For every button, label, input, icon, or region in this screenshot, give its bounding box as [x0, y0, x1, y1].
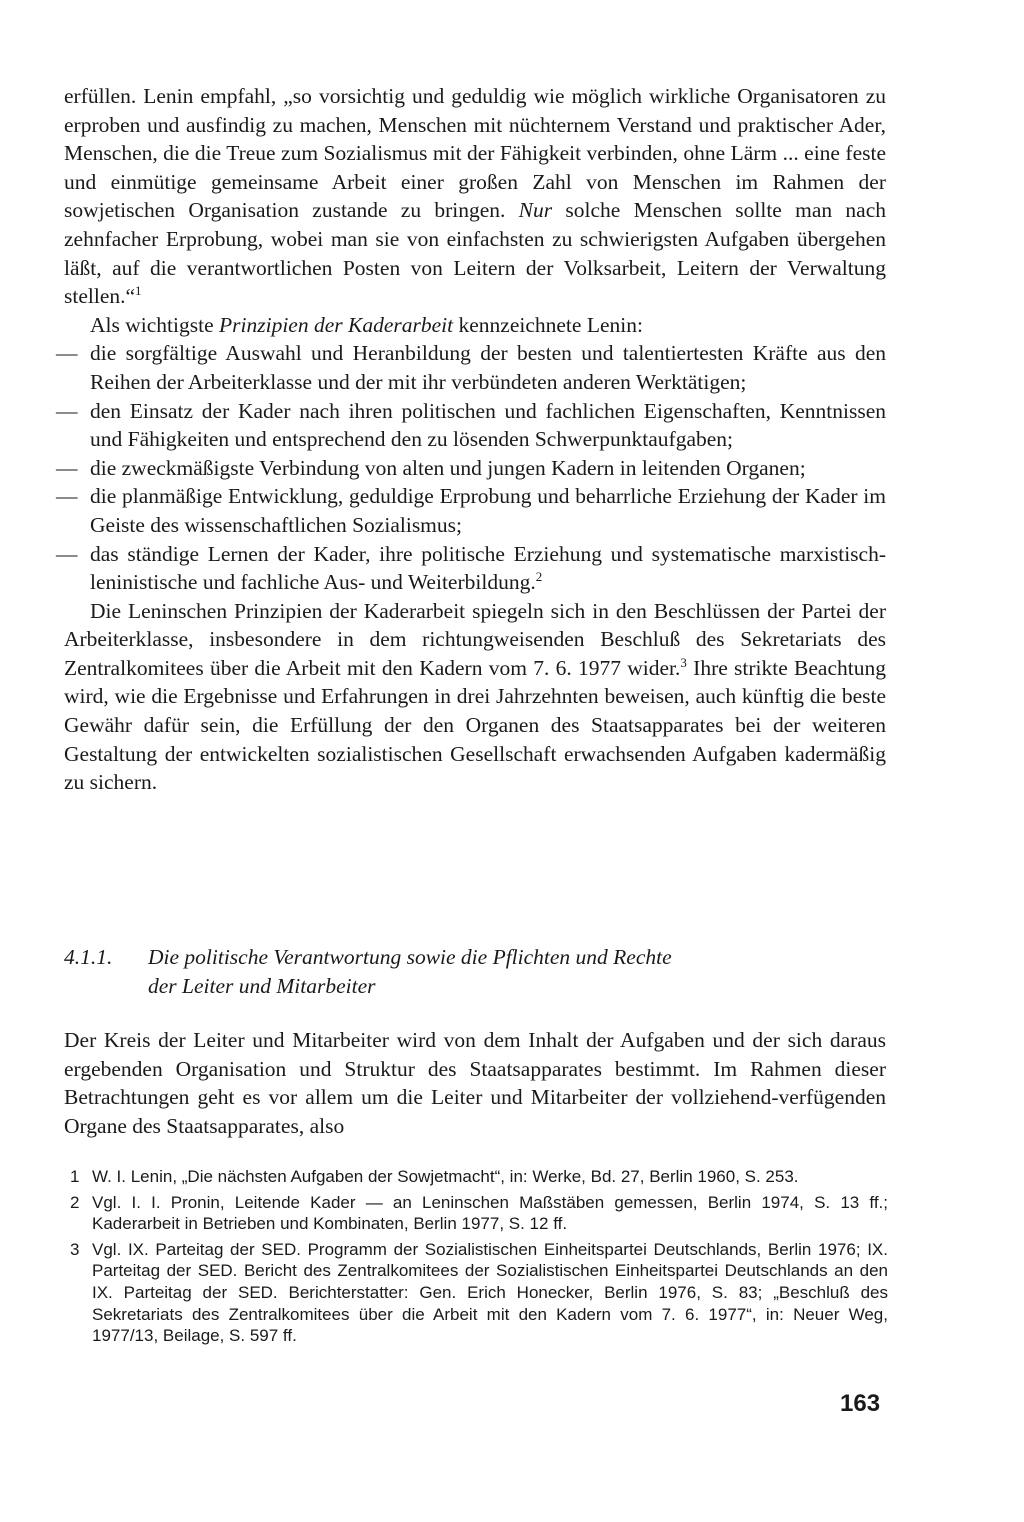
paragraph-text-continued: Ihre strikte Beachtung wird, wie die Ergebnisse und Erfahrungen in drei Jahrzehnten beweisen, auch künftig die beste Gewähr dafür sein, die Erfüllung der den Organen des Staatsapparates bei der weiteren Gestaltung der entwickelten sozialistischen Gesellschaft erwachsenden Aufgaben kadermäßig zu sichern.	[64, 655, 886, 795]
list-item	[56, 454, 886, 483]
list-item-text: die sorgfältige Auswahl und Heranbildung der besten und talentiertesten Kräfte aus den Reihen der Arbeiterklasse und der mit ihr verbündeten anderen Werktätigen;	[90, 341, 886, 394]
footnote-ref: 1	[135, 283, 142, 298]
intro-text: Als wichtigste	[90, 312, 219, 337]
section-heading	[64, 943, 886, 1001]
section-title-line-1: Die politische Verantwortung sowie die Pflichten und Rechte	[148, 945, 672, 969]
emphasis-text: Nur	[518, 198, 553, 223]
footnote-number: 3	[70, 1239, 80, 1259]
footnotes	[70, 1166, 888, 1351]
footnote-number: 1	[70, 1167, 80, 1186]
list-item	[56, 339, 886, 396]
dash-bullet: —	[56, 484, 78, 509]
list-item	[56, 540, 886, 597]
dash-bullet: —	[56, 455, 78, 480]
footnote	[70, 1239, 888, 1347]
section-title-line-2: der Leiter und Mitarbeiter	[148, 974, 376, 998]
principles-intro	[64, 311, 886, 340]
list-item	[56, 482, 886, 539]
list-item	[56, 397, 886, 454]
principles-list	[56, 339, 886, 596]
emphasis-text: Prinzipien der Kaderarbeit	[219, 312, 454, 337]
section-number: 4.1.1.	[64, 945, 113, 969]
paragraph-lenin-quote	[64, 82, 886, 311]
main-text	[56, 82, 886, 797]
dash-bullet: —	[56, 341, 78, 366]
list-item-text: das ständige Lernen der Kader, ihre politische Erziehung und systematische marxistisch-leninistische und fachliche Aus- und Weiterbildung.	[90, 541, 886, 595]
dash-bullet: —	[56, 541, 78, 566]
list-item-text: die zweckmäßigste Verbindung von alten und jungen Kadern in leitenden Organen;	[90, 455, 806, 480]
quote-text: erfüllen. Lenin empfahl, „so vorsichtig und geduldig wie möglich wirkliche Organisatoren zu erproben und ausfindig zu machen, Menschen mit nüchternem Verstand und praktischer Ader, Menschen, die die Treue zum Sozialismus mit der Fähigkeit verbinden, ohne Lärm ... eine feste und einmütige gemeinsame Arbeit einer großen Zahl von Menschen im Rahmen der sowjetischen Organisation zustande zu bringen.	[64, 84, 886, 223]
footnote	[70, 1166, 888, 1188]
footnote-number: 2	[70, 1192, 80, 1212]
list-item-text: den Einsatz der Kader nach ihren politischen und fachlichen Eigenschaften, Kenntnissen und Fähigkeiten und entsprechend den zu lösenden Schwerpunktaufgaben;	[90, 398, 886, 452]
footnote	[70, 1192, 888, 1235]
footnote-text: W. I. Lenin, „Die nächsten Aufgaben der Sowjetmacht“, in: Werke, Bd. 27, Berlin 1960, S. 253.	[92, 1167, 799, 1186]
page-number: 163	[840, 1390, 881, 1417]
dash-bullet: —	[56, 398, 78, 423]
footnote-ref: 3	[680, 654, 687, 670]
intro-text-end: kennzeichnete Lenin:	[453, 312, 643, 337]
footnote-text: Vgl. IX. Parteitag der SED. Programm der Sozialistischen Einheitspartei Deutschlands, Berlin 1976; IX. Parteitag der SED. Bericht des Zentralkomitees der Sozialistischen Einheitspartei Deutschlands an den IX. Parteitag der SED. Berichterstatter: Gen. Erich Honecker, Berlin 1976, S. 83; „Beschluß des Sekretariats des Zentralkomitees über die Arbeit mit den Kadern vom 7. 6. 1977“, in: Neuer Weg, 1977/13, Beilage, S. 597 ff.	[92, 1239, 888, 1346]
paragraph-text: Die Leninschen Prinzipien der Kaderarbeit spiegeln sich in den Beschlüssen der Partei der Arbeiterklasse, insbesondere in dem richtungweisenden Beschluß des Sekretariats des Zentralkomitees über die Arbeit mit den Kadern vom 7. 6. 1977 wider.	[64, 598, 886, 680]
footnote-ref: 2	[535, 568, 543, 584]
paragraph-leninist-principles	[64, 597, 886, 797]
quote-text-continued: solche Menschen sollte man nach zehnfacher Erprobung, wobei man sie von einfachsten zu schwierigsten Aufgaben übergehen läßt, auf die verantwortlichen Posten von Leitern der Volksarbeit, Leitern der Verwaltung stellen.“	[64, 198, 886, 309]
section-body	[64, 1026, 886, 1140]
footnote-text: Vgl. I. I. Pronin, Leitende Kader — an Leninschen Maßstäben gemessen, Berlin 1974, S. 13 ff.; Kaderarbeit in Betrieben und Kombinaten, Berlin 1977, S. 12 ff.	[92, 1192, 888, 1234]
paragraph-text: Der Kreis der Leiter und Mitarbeiter wird von dem Inhalt der Aufgaben und der sich daraus ergebenden Organisation und Struktur des Staatsapparates bestimmt. Im Rahmen dieser Betrachtungen geht es vor allem um die Leiter und Mitarbeiter der vollziehend-verfügenden Organe des Staatsapparates, also	[64, 1028, 886, 1138]
list-item-text: die planmäßige Entwicklung, geduldige Erprobung und beharrliche Erziehung der Kader im Geiste des wissenschaftlichen Sozialismus;	[90, 484, 886, 537]
